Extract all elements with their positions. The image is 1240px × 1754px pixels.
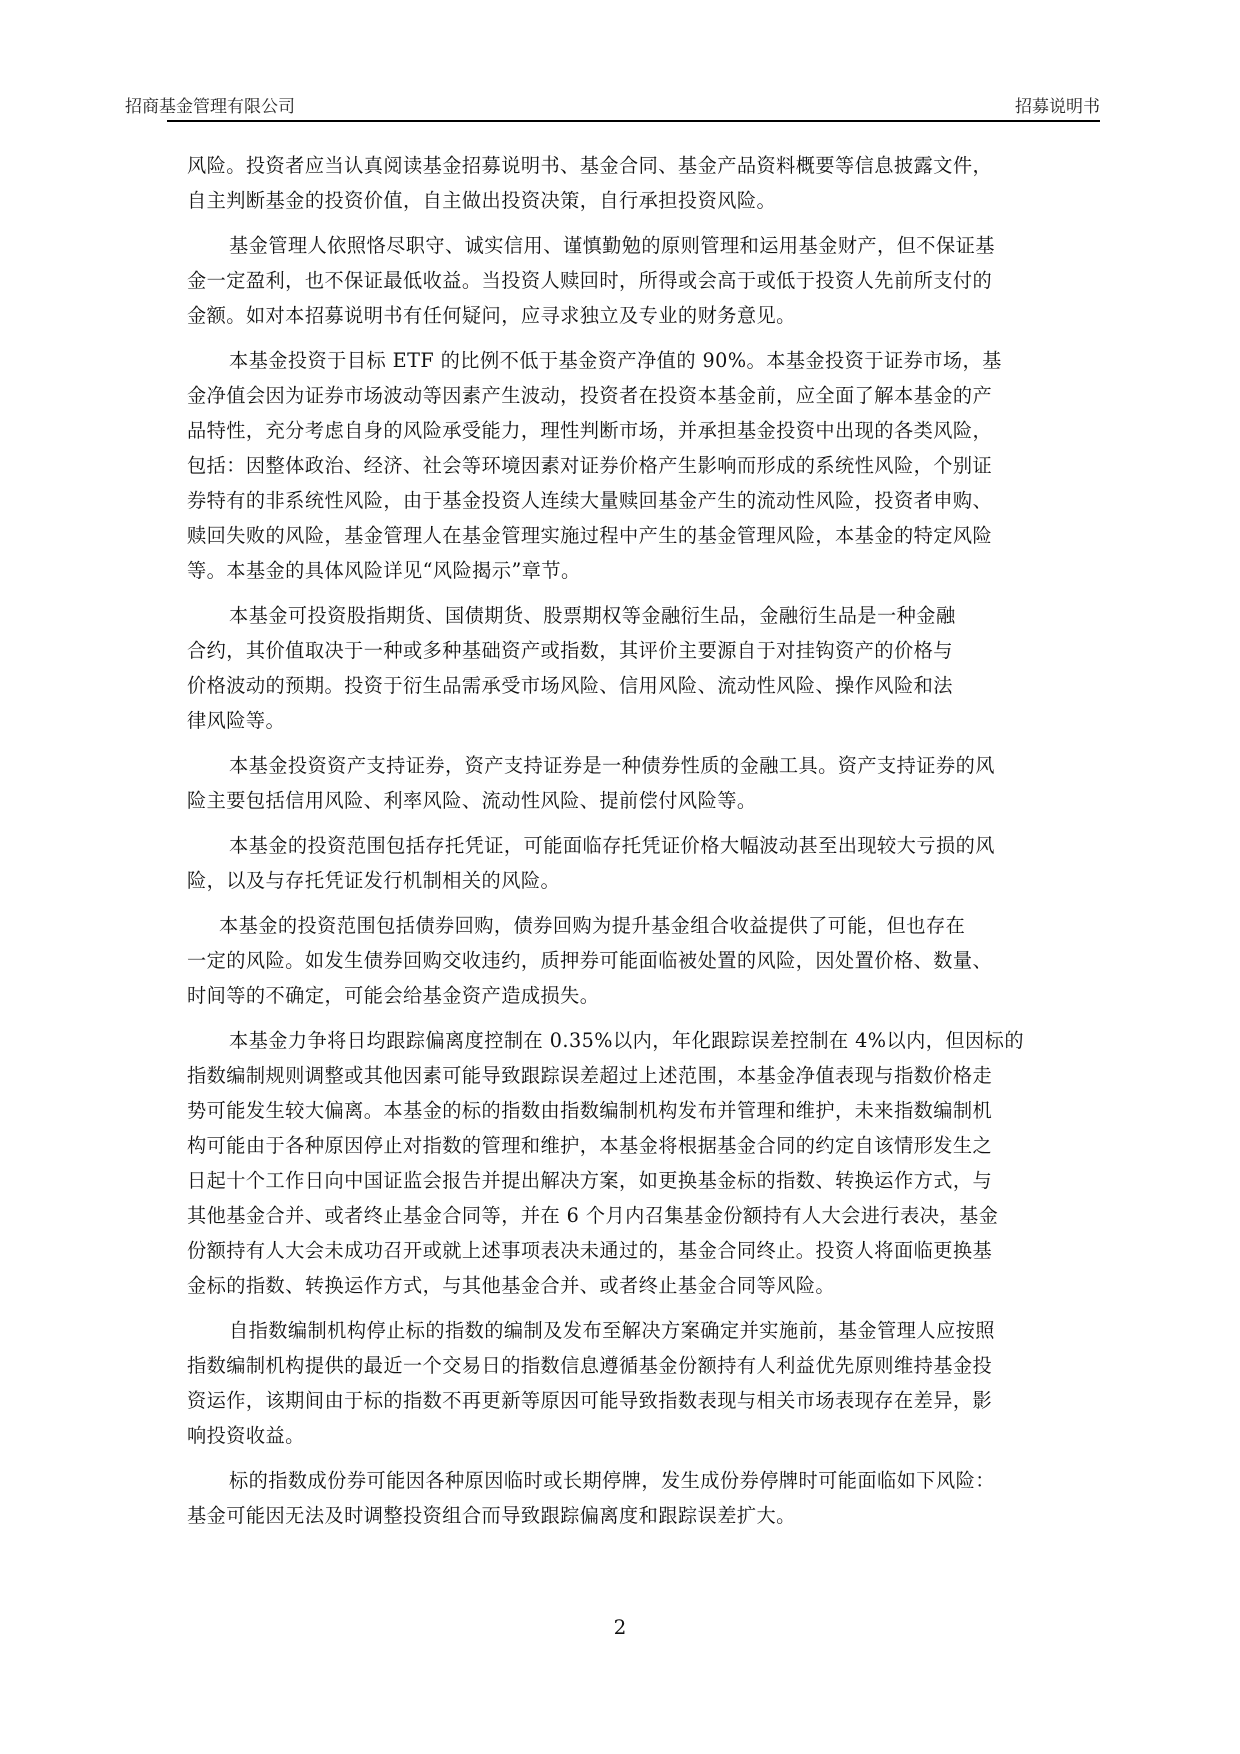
paragraph-line: 险，以及与存托凭证发行机制相关的风险。 [187,869,561,892]
paragraph-line: 等。本基金的具体风险详见“风险揭示”章节。 [187,559,581,582]
paragraph [187,828,1117,898]
paragraph [187,148,1117,218]
paragraph-line: 自主判断基金的投资价值，自主做出投资决策，自行承担投资风险。 [187,189,777,212]
paragraph-line: 险主要包括信用风险、利率风险、流动性风险、提前偿付风险等。 [187,789,757,812]
paragraph-line: 基金可能因无法及时调整投资组合而导致跟踪偏离度和跟踪误差扩大。 [187,1504,796,1527]
paragraph-line: 本基金投资于目标 ETF 的比例不低于基金资产净值的 90%。本基金投资于证券市场，基 [229,349,1002,372]
paragraph-line: 构可能由于各种原因停止对指数的管理和维护，本基金将根据基金合同的约定自该情形发生之 [187,1134,993,1157]
paragraph-line: 本基金可投资股指期货、国债期货、股票期权等金融衍生品，金融衍生品是一种金融 [229,604,956,627]
paragraph-line: 指数编制机构提供的最近一个交易日的指数信息遵循基金份额持有人利益优先原则维持基金投 [187,1354,993,1377]
paragraph-line: 自指数编制机构停止标的指数的编制及发布至解决方案确定并实施前，基金管理人应按照 [229,1319,995,1342]
paragraph-line: 风险。投资者应当认真阅读基金招募说明书、基金合同、基金产品资料概要等信息披露文件， [187,154,993,177]
page-header [125,86,1100,116]
paragraph-line: 本基金的投资范围包括债券回购，债券回购为提升基金组合收益提供了可能，但也存在 [219,914,966,937]
paragraph-line: 赎回失败的风险，基金管理人在基金管理实施过程中产生的基金管理风险，本基金的特定风险 [187,524,993,547]
paragraph-line: 指数编制规则调整或其他因素可能导致跟踪误差超过上述范围，本基金净值表现与指数价格走 [187,1064,993,1087]
paragraph-line: 份额持有人大会未成功召开或就上述事项表决未通过的，基金合同终止。投资人将面临更换基 [187,1239,993,1262]
paragraph-line: 价格波动的预期。投资于衍生品需承受市场风险、信用风险、流动性风险、操作风险和法 [187,674,953,697]
paragraph-line: 资运作，该期间由于标的指数不再更新等原因可能导致指数表现与相关市场表现存在差异，影 [187,1389,993,1412]
page-number: 2 [613,1615,627,1639]
paragraph-line: 券特有的非系统性风险，由于基金投资人连续大量赎回基金产生的流动性风险，投资者申购、 [187,489,993,512]
document-body [187,148,1117,1543]
paragraph-line: 品特性，充分考虑自身的风险承受能力，理性判断市场，并承担基金投资中出现的各类风险， [187,419,993,442]
company-name: 招商基金管理有限公司 [125,97,295,117]
paragraph-line: 金额。如对本招募说明书有任何疑问，应寻求独立及专业的财务意见。 [187,304,796,327]
paragraph-line: 本基金投资资产支持证券，资产支持证券是一种债券性质的金融工具。资产支持证券的风 [229,754,995,777]
paragraph-line: 标的指数成份券可能因各种原因临时或长期停牌，发生成份券停牌时可能面临如下风险： [229,1469,995,1492]
paragraph [187,1023,1117,1303]
paragraph-line: 律风险等。 [187,709,286,732]
paragraph [187,908,1117,1013]
paragraph-line: 一定的风险。如发生债券回购交收违约，质押券可能面临被处置的风险，因处置价格、数量、 [187,949,993,972]
paragraph-line: 势可能发生较大偏离。本基金的标的指数由指数编制机构发布并管理和维护，未来指数编制机 [187,1099,993,1122]
document-type: 招募说明书 [1015,97,1100,117]
paragraph [187,1463,1117,1533]
paragraph [187,228,1117,333]
paragraph-line: 合约，其价值取决于一种或多种基础资产或指数，其评价主要源自于对挂钩资产的价格与 [187,639,953,662]
paragraph-line: 时间等的不确定，可能会给基金资产造成损失。 [187,984,600,1007]
paragraph-line: 基金管理人依照恪尽职守、诚实信用、谨慎勤勉的原则管理和运用基金财产，但不保证基 [229,234,995,257]
paragraph [187,343,1117,588]
paragraph [187,598,1117,738]
paragraph [187,1313,1117,1453]
paragraph-line: 金标的指数、转换运作方式，与其他基金合并、或者终止基金合同等风险。 [187,1274,836,1297]
paragraph-line: 其他基金合并、或者终止基金合同等，并在 6 个月内召集基金份额持有人大会进行表决，基金 [187,1204,999,1227]
paragraph-line: 金一定盈利，也不保证最低收益。当投资人赎回时，所得或会高于或低于投资人先前所支付的 [187,269,993,292]
paragraph [187,748,1117,818]
header-divider [167,120,1100,122]
paragraph-line: 金净值会因为证券市场波动等因素产生波动，投资者在投资本基金前，应全面了解本基金的产 [187,384,993,407]
paragraph-line: 响投资收益。 [187,1424,305,1447]
paragraph-line: 日起十个工作日向中国证监会报告并提出解决方案，如更换基金标的指数、转换运作方式，与 [187,1169,993,1192]
paragraph-line: 本基金力争将日均跟踪偏离度控制在 0.35%以内，年化跟踪误差控制在 4%以内，但因标的 [229,1029,1024,1052]
paragraph-line: 包括：因整体政治、经济、社会等环境因素对证券价格产生影响而形成的系统性风险，个别证 [187,454,993,477]
paragraph-line: 本基金的投资范围包括存托凭证，可能面临存托凭证价格大幅波动甚至出现较大亏损的风 [229,834,995,857]
